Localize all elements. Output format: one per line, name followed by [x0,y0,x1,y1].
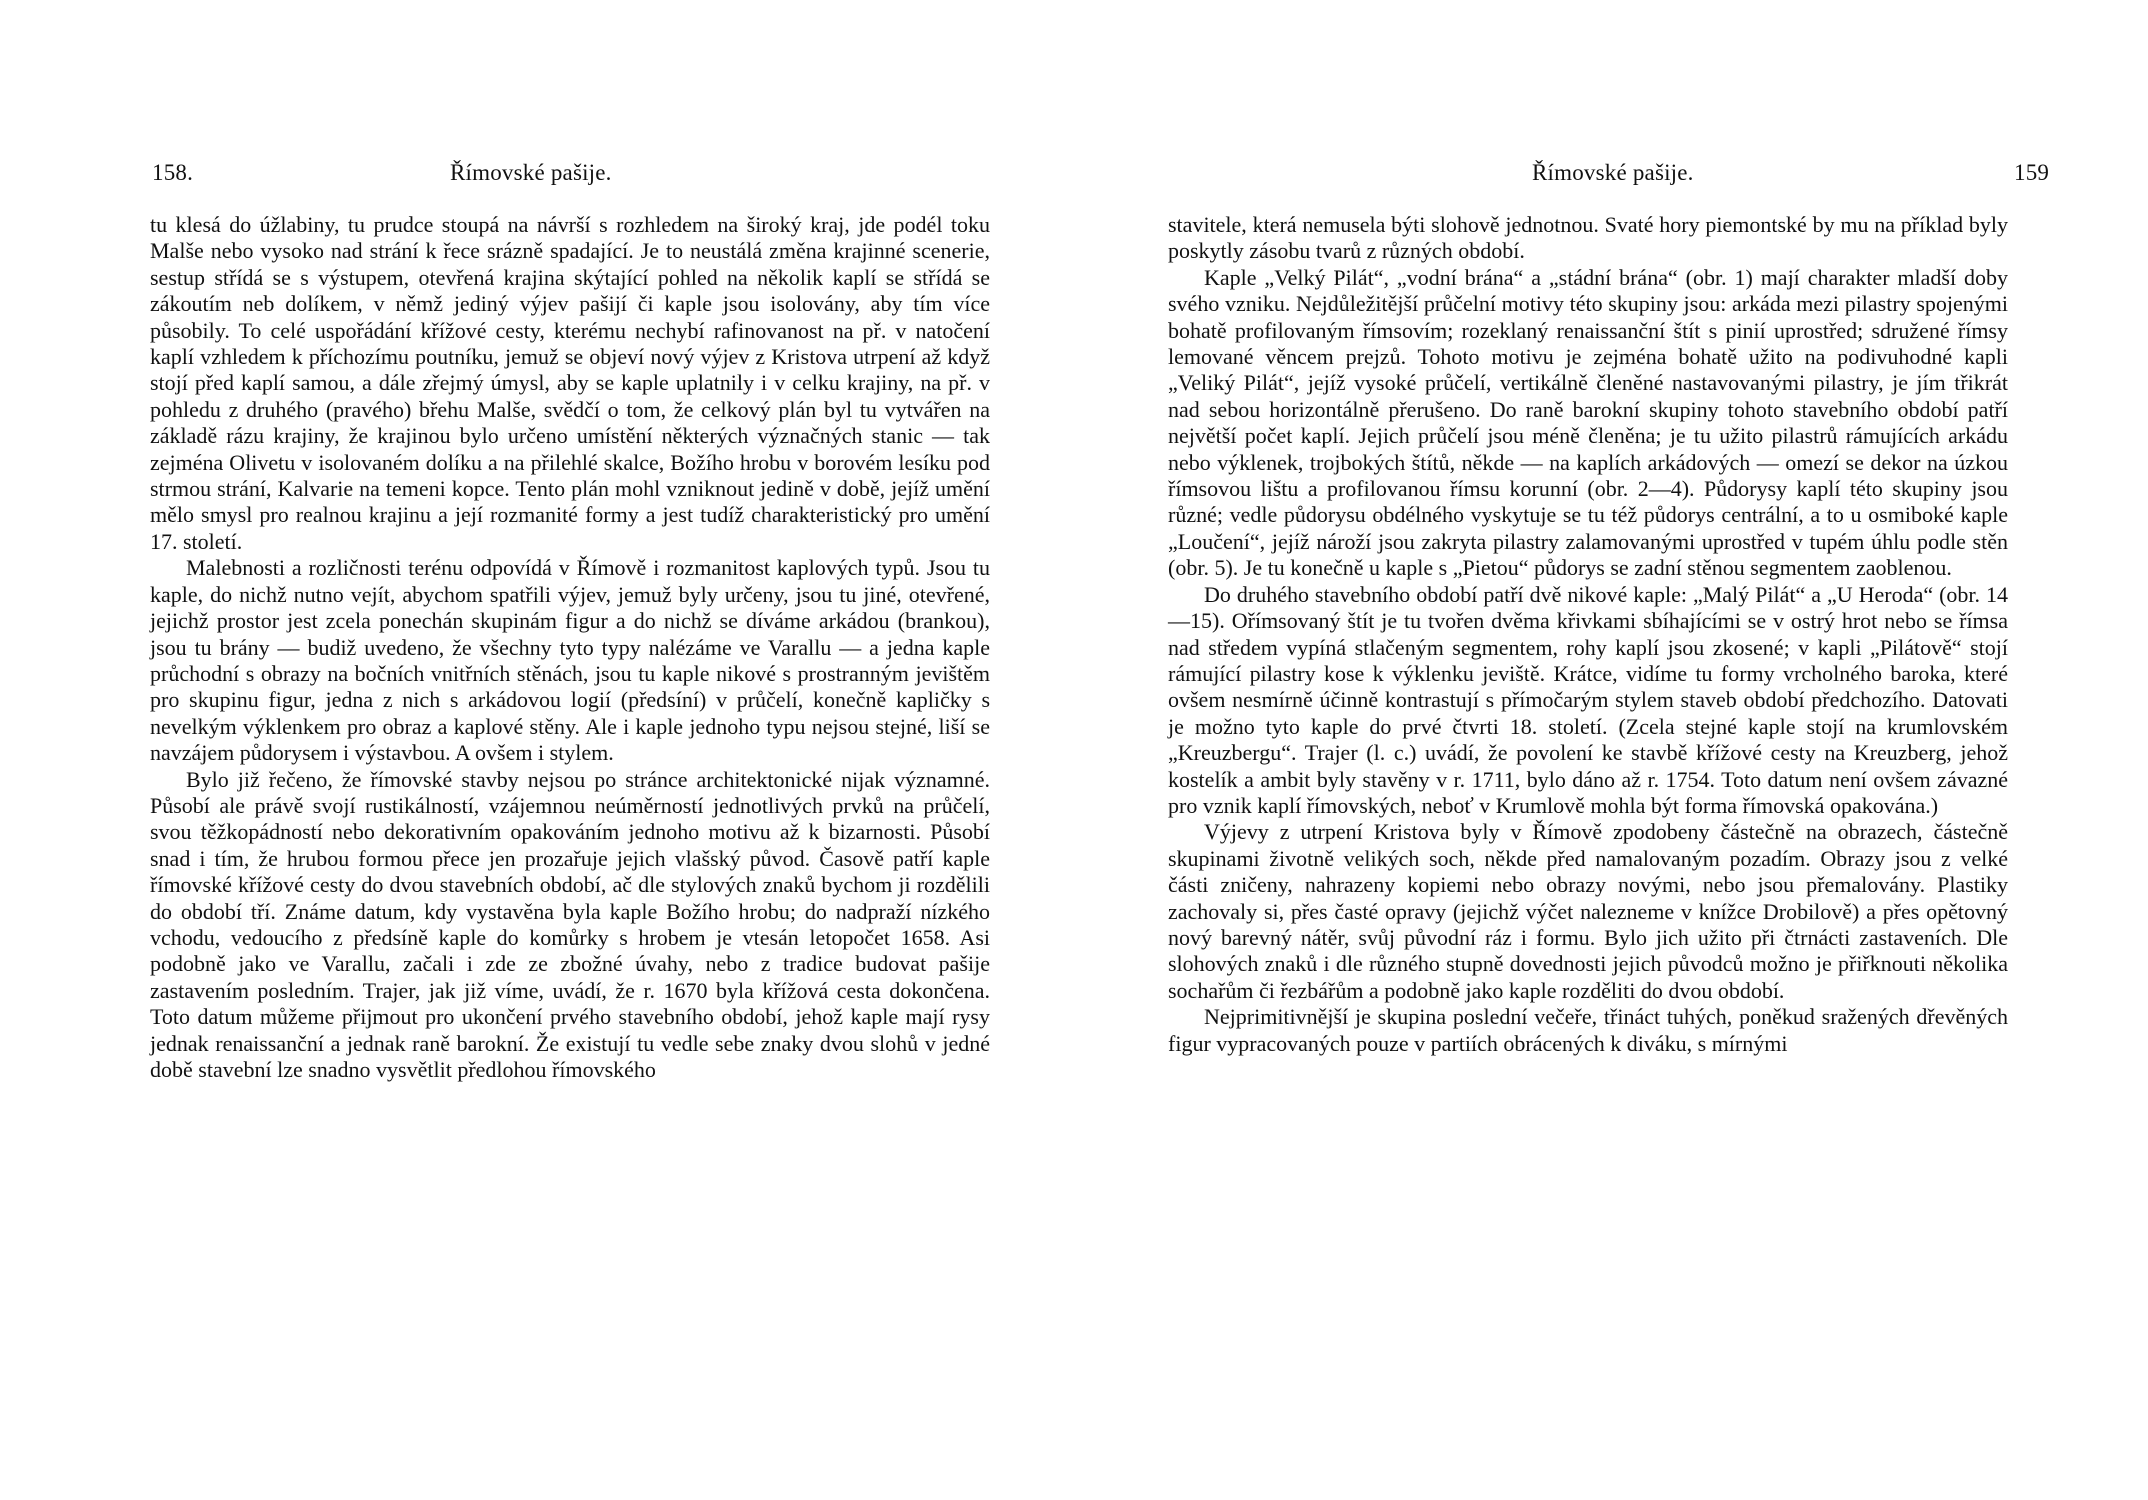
right-page [1074,0,2148,1500]
paragraph: Malebnosti a rozličnosti terénu odpovídá v Římově i rozmanitost kaplových typů. Jsou tu kaple, do nichž nutno vejít, abychom spatřili výjev, jemuž byly určeny, jsou tu jiné, otevřené, jejichž prostor jest zcela ponechán skupinám figur a do nichž se díváme arkádou (brankou), jsou tu brány — budiž uvedeno, že všechny tyto typy nalézáme ve Varallu — a jedna kaple průchodní s obrazy na bočních vnitřních stěnách, jsou tu kaple nikové s prostranným jevištěm pro skupinu figur, jedna z nich s arkádovou logií (předsíní) v průčelí, konečně kapličky s nevelkým výklenkem pro obraz a kaplové stěny. Ale i kaple jednoho typu nejsou stejné, liší se navzájem půdorysem i výstavbou. A ovšem i stylem. [150,555,990,766]
page-number: 159 [2014,160,2050,185]
body-text [150,212,990,1083]
body-text [1168,212,2008,1057]
paragraph: Do druhého stavebního období patří dvě nikové kaple: „Malý Pilát“ a „U Heroda“ (obr. 14—15). Ořímsovaný štít je tu tvořen dvěma křivkami sbíhajícími se v ostrý hrot nebo se římsa nad středem vypíná stlačeným segmentem, rohy kaplí jsou zkosené; v kapli „Pilátově“ stojí rámující pilastry kose k výklenku jeviště. Krátce, vidíme tu formy vrcholného baroka, které ovšem nesmírně účinně kontrastují s přímočarým stylem staveb období předchozího. Datovati je možno tyto kaple do prvé čtvrti 18. století. (Zcela stejné kaple stojí na krumlovském „Kreuzbergu“. Trajer (l. c.) uvádí, že povolení ke stavbě křížové cesty na Kreuzberg, jehož kostelík a ambit byly stavěny v r. 1711, bylo dáno až r. 1754. Toto datum není ovšem závazné pro vznik kaplí římovských, neboť v Krumlově mohla být forma římovská opakována.) [1168,581,2008,818]
paragraph: stavitele, která nemusela býti slohově jednotnou. Svaté hory piemontské by mu na příklad byly poskytly zásobu tvarů z různých období. [1168,212,2008,264]
paragraph: Nejprimitivnější je skupina poslední večeře, třináct tuhých, poněkud sražených dřevěných figur vypracovaných pouze v partiích obrácených k diváku, s mírnými [1168,1004,2008,1056]
paragraph: Kaple „Velký Pilát“, „vodní brána“ a „stádní brána“ (obr. 1) mají charakter mladší doby svého vzniku. Nejdůležitější průčelní motivy této skupiny jsou: arkáda mezi pilastry spojenými bohatě profilovaným římsovím; rozeklaný renaissanční štít s pinií uprostřed; sdružené římsy lemované věncem prejzů. Tohoto motivu je zejména bohatě užito na podivuhodné kapli „Veliký Pilát“, jejíž vysoké průčelí, vertikálně členěné nastavovanými pilastry, je jím třikrát nad sebou horizontálně přerušeno. Do raně barokní skupiny tohoto stavebního období patří největší počet kaplí. Jejich průčelí jsou méně členěna; je tu užito pilastrů rámujících arkádu nebo výklenek, trojbokých štítů, někde — na kaplích arkádových — omezí se dekor na úzkou římsovou lištu a profilovanou římsu korunní (obr. 2—4). Půdorysy kaplí této skupiny jsou různé; vedle půdorysu obdélného vyskytuje se tu též půdorys centrální, a to u osmiboké kaple „Loučení“, jejíž nároží jsou zakryta pilastry zalamovanými uprostřed v tupém úhlu podle stěn (obr. 5). Je tu konečně u kaple s „Pietou“ půdorys se zadní stěnou segmentem zaoblenou. [1168,264,2008,581]
running-title: Římovské pašije. [450,160,612,185]
page-number: 158. [152,160,194,185]
paragraph: Bylo již řečeno, že římovské stavby nejsou po stránce architektonické nijak významné. Působí ale právě svojí rustikálností, vzájemnou neúměrností jednotlivých prvků na průčelí, svou těžkopádností nebo dekorativním opakováním jednoho motivu až k bizarnosti. Působí snad i tím, že hrubou formou přece jen prozařuje jejich vlašský původ. Časově patří kaple římovské křížové cesty do dvou stavebních období, ač dle stylových znaků bychom ji rozdělili do období tří. Známe datum, kdy vystavěna byla kaple Božího hrobu; do nadpraží nízkého vchodu, vedoucího z předsíně kaple do komůrky s hrobem je vtesán letopočet 1658. Asi podobně jako ve Varallu, začali i zde ze zbožné úvahy, nebo z tradice budovat pašije zastavením posledním. Trajer, jak již víme, uvádí, že r. 1670 byla křížová cesta dokončena. Toto datum můžeme přijmout pro ukončení prvého stavebního období, jehož kaple mají rysy jednak renaissanční a jednak raně barokní. Že existují tu vedle sebe znaky dvou slohů v jedné době stavební lze snadno vysvětlit předlohou římovského [150,766,990,1082]
paragraph: Výjevy z utrpení Kristova byly v Římově zpodobeny částečně na obrazech, částečně skupinami životně velikých soch, někde před namalovaným pozadím. Obrazy jsou z velké části zničeny, nahrazeny kopiemi nebo obrazy novými, nebo jsou přemalovány. Plastiky zachovaly si, přes časté opravy (jejichž výčet nalezneme v knížce Drobilově) a přes opětovný nový barevný nátěr, svůj původní ráz i formu. Bylo jich užito při čtrnácti zastaveních. Dle slohových znaků i dle různého stupně dovednosti jejich původců možno je přiřknouti několika sochařům či řezbářům a podobně jako kaple rozděliti do dvou období. [1168,819,2008,1003]
running-title: Římovské pašije. [1532,160,1694,185]
paragraph: tu klesá do úžlabiny, tu prudce stoupá na návrší s rozhledem na široký kraj, jde podél toku Malše nebo vysoko nad strání k řece srázně spadající. Je to neustálá změna krajinné scenerie, sestup střídá se s výstupem, otevřená krajina skýtající pohled na několik kaplí se střídá se zákoutím neb dolíkem, v němž jediný výjev pašijí či kaple jsou isolovány, aby tím více působily. To celé uspořádání křížové cesty, kterému nechybí rafinovanost na př. v natočení kaplí vzhledem k příchozímu poutníku, jemuž se objeví nový výjev z Kristova utrpení až když stojí před kaplí samou, a dále zřejmý úmysl, aby se kaple uplatnily i v celku krajiny, na př. v pohledu z druhého (pravého) břehu Malše, svědčí o tom, že celkový plán byl tu vytvářen na základě rázu krajiny, že krajinou bylo určeno umístění některých význačných stanic — tak zejména Olivetu v isolovaném dolíku a na přilehlé skalce, Božího hrobu v borovém lesíku pod strmou strání, Kalvarie na temeni kopce. Tento plán mohl vzniknout jedině v době, jejíž umění mělo smysl pro realnou krajinu a její rozmanité formy a jest tudíž charakteristický pro umění 17. století. [150,212,990,554]
